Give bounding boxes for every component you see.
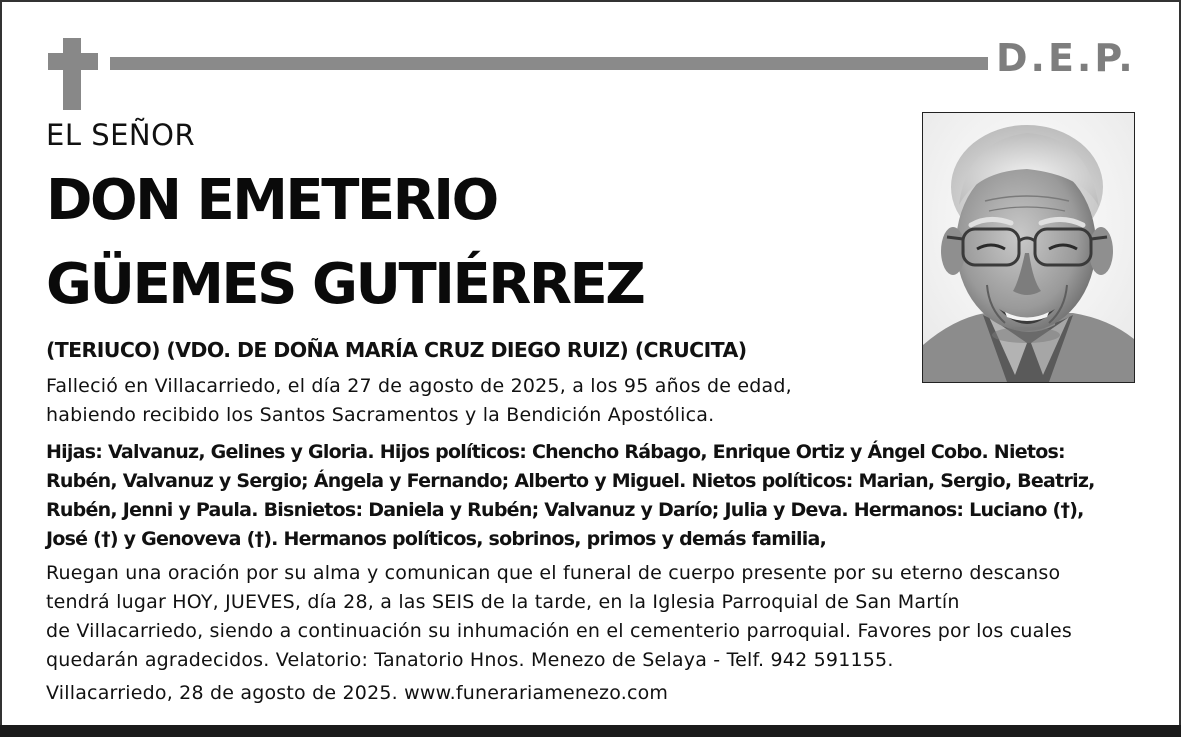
aliases-line: (TERIUCO) (VDO. DE DOÑA MARÍA CRUZ DIEGO RUIZ) (CRUCITA) bbox=[46, 338, 747, 362]
header-rule bbox=[110, 57, 988, 70]
bottom-border bbox=[0, 725, 1181, 737]
footer-place-date: Villacarriedo, 28 de agosto de 2025. bbox=[46, 682, 398, 704]
deceased-name-line-2: GÜEMES GUTIÉRREZ bbox=[46, 252, 644, 317]
death-notice-text: Falleció en Villacarriedo, el día 27 de agosto de 2025, a los 95 años de edad, habiendo recibido los Santos Sacramentos y la Bendición Apostólica. bbox=[46, 375, 792, 426]
cross-icon bbox=[63, 38, 81, 110]
family-list: Hijas: Valvanuz, Gelines y Gloria. Hijos políticos: Chencho Rábago, Enrique Ortiz y Ángel Cobo. Nietos: Rubén, Valvanuz y Sergio; Ángela y Fernando; Alberto y Miguel. Nietos políticos: Marian, Sergio, Beatriz, Rubén, Jenni y Paula. Bisnietos: Daniela y Rubén; Valvanuz y Darío; Julia y Deva. Hermanos: Luciano (†), José (†) y Genoveva (†). Hermanos políticos, sobrinos, primos y demás familia, bbox=[46, 441, 1095, 550]
portrait-photo bbox=[922, 112, 1135, 383]
service-details: Ruegan una oración por su alma y comunican que el funeral de cuerpo presente por su eterno descanso tendrá lugar HOY, JUEVES, día 28, a las SEIS de la tarde, en la Iglesia Parroquial de San Martín de Villacarriedo, siendo a continuación su inhumación en el cementerio parroquial. Favores por los cuales quedarán agradecidos. Velatorio: Tanatorio Hnos. Menezo de Selaya - Telf. 942 591155. bbox=[46, 562, 1072, 671]
deceased-name-line-1: DON EMETERIO bbox=[46, 168, 497, 233]
footer bbox=[46, 678, 668, 708]
dep-badge: D.E.P. bbox=[996, 36, 1136, 80]
footer-website: www.funerariamenezo.com bbox=[404, 682, 669, 704]
cross-icon-bar bbox=[48, 53, 98, 70]
honorific: EL SEÑOR bbox=[46, 118, 196, 152]
